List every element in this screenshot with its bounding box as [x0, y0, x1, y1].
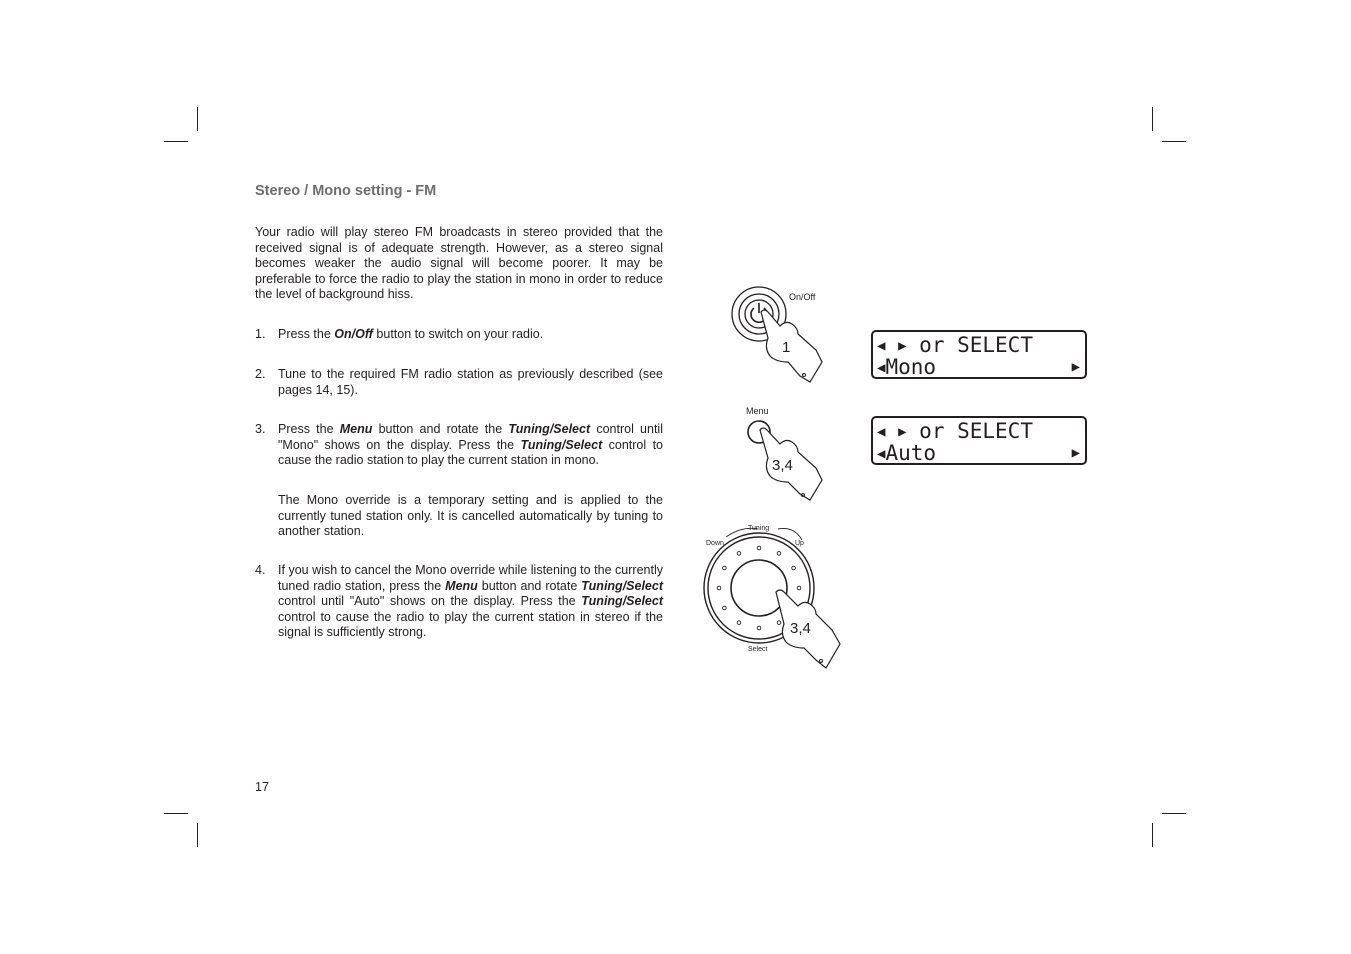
dial-dot — [723, 606, 727, 610]
lcd-display-mono — [871, 330, 1087, 379]
dial-dot — [737, 552, 741, 556]
crop-mark — [164, 141, 188, 142]
arrow-right-icon: ▶ — [1071, 359, 1080, 375]
lcd-line-1: ◀ ▶ or SELECT — [877, 333, 1033, 357]
lcd-line-1: ◀ ▶ or SELECT — [877, 419, 1033, 443]
onoff-label: On/Off — [789, 292, 816, 302]
step-4 — [255, 563, 663, 641]
arrow-right-icon: ▶ — [898, 338, 907, 354]
lcd-display-auto — [871, 416, 1087, 465]
tuning-select-figure — [702, 520, 848, 676]
lcd-value: Mono — [885, 355, 937, 379]
tuning-select-knob[interactable] — [731, 560, 787, 616]
dial-dot — [757, 546, 761, 550]
crop-mark — [197, 823, 198, 847]
crop-mark — [1152, 823, 1153, 847]
crop-mark — [1162, 813, 1186, 814]
step-number: 1. — [255, 327, 266, 341]
step-number: 4. — [255, 563, 266, 577]
crop-mark — [164, 813, 188, 814]
pointing-hand-icon — [761, 310, 822, 382]
step-number: 3. — [255, 422, 266, 436]
step-2 — [255, 367, 663, 398]
dial-dot — [757, 626, 761, 630]
dial-dot — [777, 621, 781, 625]
tuning-label: Tuning — [748, 525, 770, 532]
step-callout: 3,4 — [772, 457, 793, 474]
step-callout: 1 — [782, 339, 791, 356]
step-text: Press the Menu button and rotate the Tuning/Select control until "Mono" shows on the display. Press the Tuning/Select control to cause the radio station to play the current station in mono. — [278, 422, 663, 467]
intro-paragraph: Your radio will play stereo FM broadcasts in stereo provided that the received signal is of adequate strength. However, as a stereo signal becomes weaker the audio signal will become poorer. It may be preferable to force the radio to play the station in mono in order to reduce the level of background hiss. — [255, 225, 663, 301]
menu-label: Menu — [746, 406, 769, 416]
step-text: If you wish to cancel the Mono override while listening to the currently tuned radio station, press the Menu button and rotate Tuning/Select control until "Auto" shows on the display. Press the Tuning/Select control to cause the radio to play the current station in stereo if the signal is sufficiently strong. — [278, 563, 663, 639]
step-text: Press the On/Off button to switch on your radio. — [278, 327, 544, 341]
page-number: 17 — [255, 780, 269, 794]
crop-mark — [197, 107, 198, 131]
step-callout: 3,4 — [790, 620, 811, 637]
onoff-figure — [728, 284, 828, 386]
note — [255, 493, 663, 540]
lcd-line-2 — [877, 442, 936, 464]
arrow-right-icon: ▶ — [1071, 445, 1080, 461]
section-title: Stereo / Mono setting - FM — [255, 183, 437, 199]
lcd-value: Auto — [885, 441, 937, 465]
crop-mark — [1152, 107, 1153, 131]
onoff-term: On/Off — [334, 327, 373, 341]
select-label: Select — [748, 646, 768, 653]
up-label: Up — [795, 540, 804, 547]
step-3 — [255, 422, 663, 469]
note-text: The Mono override is a temporary setting and is applied to the currently tuned station only. It is cancelled automatically by tuning to another station. — [278, 493, 663, 538]
dial-dot — [717, 586, 721, 590]
dial-dot — [792, 566, 796, 570]
step-1 — [255, 327, 663, 343]
step-number: 2. — [255, 367, 266, 381]
step-text: Tune to the required FM radio station as previously described (see pages 14, 15). — [278, 367, 663, 397]
arrow-right-icon: ▶ — [898, 424, 907, 440]
arrow-left-icon: ◀ — [877, 338, 886, 354]
crop-mark — [1162, 141, 1186, 142]
menu-figure — [740, 404, 830, 504]
down-label: Down — [706, 540, 724, 547]
dial-dot — [723, 566, 727, 570]
arrow-left-icon: ◀ — [877, 446, 886, 462]
dial-dot — [737, 621, 741, 625]
arrow-left-icon: ◀ — [877, 424, 886, 440]
dial-dot — [797, 586, 801, 590]
lcd-line-2 — [877, 356, 936, 378]
dial-dot — [777, 552, 781, 556]
arrow-left-icon: ◀ — [877, 360, 886, 376]
